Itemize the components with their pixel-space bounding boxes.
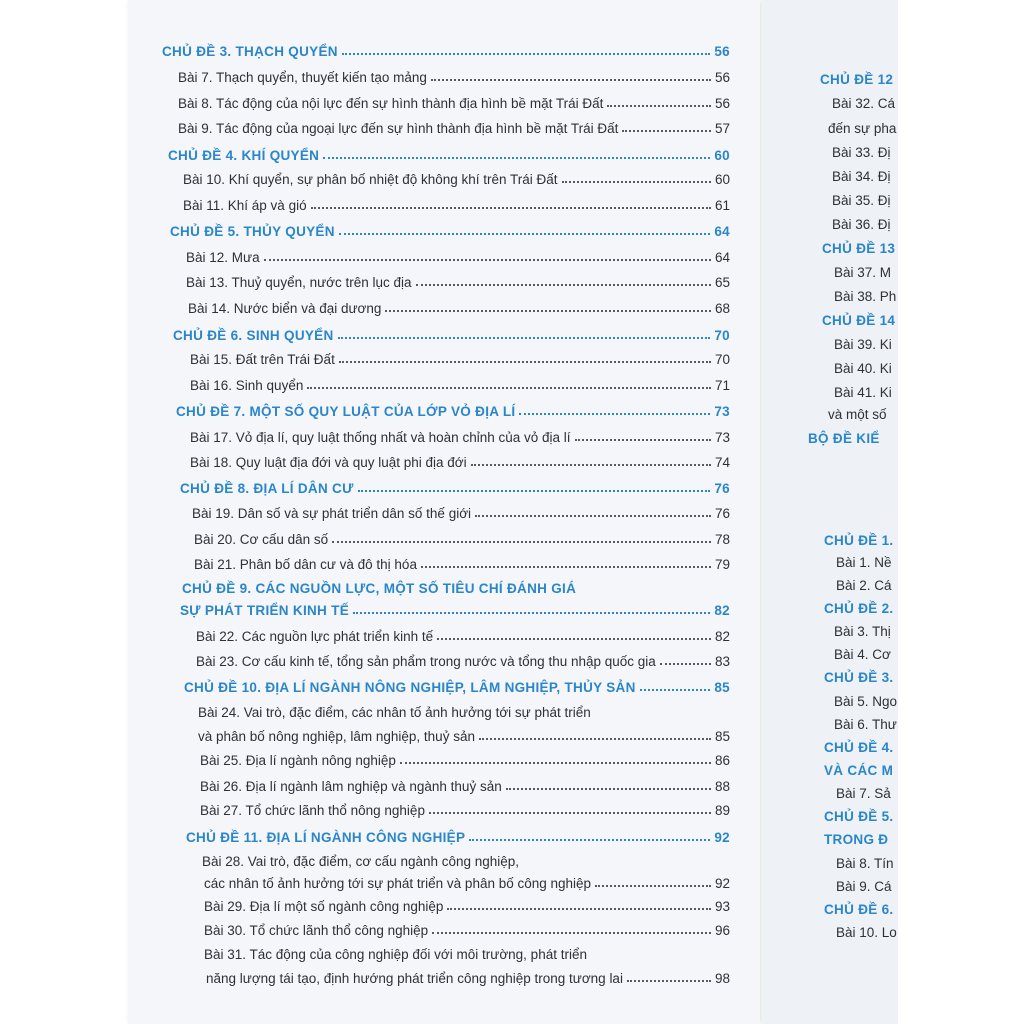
toc-page-number: 79 — [714, 557, 730, 572]
toc-page-number: 56 — [714, 44, 730, 59]
toc-lesson-row — [186, 275, 730, 290]
toc-chapter-title: BỘ ĐỀ KIỂ — [808, 431, 880, 446]
toc-chapter-title: SỰ PHÁT TRIỂN KINH TẾ — [180, 603, 350, 618]
toc-chapter-title: CHỦ ĐỀ 12 — [820, 72, 894, 87]
toc-lesson-title: năng lượng tái tạo, định hướng phát triển công nghiệp trong tương lai — [206, 971, 623, 986]
toc-lesson-title: Bài 39. Ki — [834, 337, 892, 352]
toc-chapter-row — [180, 603, 730, 618]
toc-lesson-title: Bài 12. Mưa — [186, 250, 260, 265]
toc-lesson-title: Bài 8. Tác động của nội lực đến sự hình thành địa hình bề mặt Trái Đất — [178, 96, 604, 111]
toc-chapter-title: CHỦ ĐỀ 8. ĐỊA LÍ DÂN CƯ — [180, 481, 354, 496]
toc-lesson-title: Bài 33. Đị — [832, 145, 891, 160]
toc-page-number: 68 — [714, 301, 730, 316]
toc-chapter-title: CHỦ ĐỀ 5. THỦY QUYỂN — [170, 224, 335, 239]
toc-lesson-row — [190, 352, 730, 367]
toc-lesson-row — [194, 532, 730, 547]
toc-chapter-row — [184, 680, 730, 695]
toc-dot-leader — [339, 361, 711, 363]
toc-lesson-title: Bài 40. Ki — [834, 361, 892, 376]
toc-page-number: 89 — [714, 803, 730, 818]
toc-page-number: 70 — [714, 328, 730, 343]
toc-chapter-row — [168, 148, 730, 163]
toc-lesson-title: và phân bố nông nghiệp, lâm nghiệp, thuỷ sản — [198, 729, 475, 744]
toc-dot-leader — [475, 515, 711, 517]
toc-chapter-row — [170, 224, 730, 239]
toc-page-number: 78 — [714, 532, 730, 547]
toc-chapter-title: CHỦ ĐỀ 2. — [824, 601, 894, 616]
toc-dot-leader — [660, 663, 711, 665]
toc-lesson-title: và một số — [828, 407, 887, 422]
toc-dot-leader — [429, 812, 711, 814]
toc-page-number: 83 — [714, 654, 730, 669]
toc-lesson-title: Bài 9. Tác động của ngoại lực đến sự hình thành địa hình bề mặt Trái Đất — [178, 121, 619, 136]
toc-chapter-title: TRONG Đ — [824, 832, 889, 847]
toc-dot-leader — [358, 490, 711, 492]
toc-lesson-title: Bài 30. Tổ chức lãnh thổ công nghiệp — [204, 923, 429, 938]
toc-page-number: 74 — [714, 455, 730, 470]
toc-dot-leader — [416, 284, 711, 286]
toc-lesson-row — [206, 971, 730, 986]
toc-page-number: 60 — [714, 172, 730, 187]
toc-dot-leader — [385, 310, 711, 312]
toc-lesson-row — [204, 899, 730, 914]
toc-lesson-title: Bài 19. Dân số và sự phát triển dân số thế giới — [192, 506, 472, 521]
toc-lesson-row — [186, 250, 730, 265]
toc-lesson-title: Bài 27. Tổ chức lãnh thổ nông nghiệp — [200, 803, 425, 818]
toc-chapter-title: CHỦ ĐỀ 5. — [824, 809, 894, 824]
toc-lesson-title: Bài 16. Sinh quyển — [190, 378, 304, 393]
toc-lesson-row — [178, 96, 730, 111]
toc-dot-leader — [575, 439, 711, 441]
toc-lesson-title: Bài 38. Ph — [834, 289, 897, 304]
toc-chapter-title: CHỦ ĐỀ 4. KHÍ QUYỂN — [168, 148, 320, 163]
toc-lesson-row — [198, 729, 730, 744]
toc-page-number: 64 — [714, 224, 730, 239]
toc-lesson-row — [192, 506, 730, 521]
toc-lesson-row — [194, 557, 730, 572]
toc-lesson-title: Bài 3. Thị — [834, 624, 891, 639]
toc-chapter-title: CHỦ ĐỀ 14 — [822, 313, 896, 328]
toc-page-number: 76 — [714, 481, 730, 496]
toc-lesson-row — [204, 923, 730, 938]
toc-dot-leader — [431, 79, 711, 81]
toc-page-number: 70 — [714, 352, 730, 367]
toc-chapter-row — [173, 328, 730, 343]
toc-lesson-row — [178, 70, 730, 85]
toc-lesson-title: các nhân tố ảnh hưởng tới sự phát triển và phân bố công nghiệp — [204, 876, 592, 891]
toc-page-number: 85 — [714, 680, 730, 695]
toc-lesson-title: Bài 14. Nước biển và đại dương — [188, 301, 382, 316]
toc-chapter-row — [180, 481, 730, 496]
toc-page-number: 73 — [714, 430, 730, 445]
toc-dot-leader — [627, 980, 711, 982]
toc-lesson-row — [196, 654, 730, 669]
toc-chapter-row — [176, 404, 730, 419]
toc-chapter-row — [162, 44, 730, 59]
toc-chapter-title: CHỦ ĐỀ 6. — [824, 902, 894, 917]
toc-lesson-title: Bài 24. Vai trò, đặc điểm, các nhân tố ảnh hưởng tới sự phát triển — [198, 705, 591, 720]
toc-page-number: 73 — [714, 404, 730, 419]
toc-lesson-title: Bài 31. Tác động của công nghiệp đối với môi trường, phát triển — [204, 947, 587, 962]
right-page — [762, 0, 898, 1024]
toc-page-number: 60 — [714, 148, 730, 163]
toc-dot-leader — [332, 541, 711, 543]
toc-page-number: 61 — [714, 198, 730, 213]
toc-lesson-title: Bài 21. Phân bố dân cư và đô thị hóa — [194, 557, 417, 572]
toc-dot-leader — [607, 105, 711, 107]
toc-dot-leader — [353, 612, 710, 614]
toc-lesson-title: Bài 28. Vai trò, đặc điểm, cơ cấu ngành công nghiệp, — [202, 854, 520, 869]
toc-chapter-title: CHỦ ĐỀ 3. — [824, 670, 894, 685]
toc-lesson-title: Bài 29. Địa lí một số ngành công nghiệp — [204, 899, 444, 914]
toc-lesson-title: Bài 2. Cá — [836, 578, 892, 593]
toc-lesson-title: đến sự pha — [828, 121, 897, 136]
toc-dot-leader — [622, 130, 711, 132]
toc-lesson-title: Bài 1. Nề — [836, 555, 892, 570]
toc-chapter-title: CHỦ ĐỀ 9. CÁC NGUỒN LỰC, MỘT SỐ TIÊU CHÍ ĐÁNH GIÁ — [182, 581, 577, 596]
toc-page-number: 92 — [714, 876, 730, 891]
toc-page-number: 71 — [714, 378, 730, 393]
toc-lesson-title: Bài 13. Thuỷ quyển, nước trên lục địa — [186, 275, 412, 290]
toc-dot-leader — [471, 464, 711, 466]
toc-dot-leader — [595, 885, 711, 887]
toc-dot-leader — [338, 337, 711, 339]
toc-chapter-title: CHỦ ĐỀ 3. THẠCH QUYỂN — [162, 44, 338, 59]
toc-lesson-title: Bài 34. Đị — [832, 169, 891, 184]
toc-lesson-title: Bài 10. Khí quyển, sự phân bố nhiệt độ không khí trên Trái Đất — [183, 172, 558, 187]
toc-page-number: 57 — [714, 121, 730, 136]
toc-lesson-title: Bài 6. Thư — [834, 717, 897, 732]
toc-lesson-row — [178, 121, 730, 136]
toc-lesson-title: Bài 26. Địa lí ngành lâm nghiệp và ngành thuỷ sản — [200, 779, 502, 794]
toc-lesson-title: Bài 10. Lo — [836, 925, 897, 940]
toc-lesson-title: Bài 20. Cơ cấu dân số — [194, 532, 329, 547]
toc-lesson-title: Bài 36. Đị — [832, 217, 891, 232]
toc-lesson-title: Bài 41. Ki — [834, 385, 892, 400]
toc-lesson-row — [183, 172, 730, 187]
toc-dot-leader — [307, 387, 711, 389]
toc-dot-leader — [432, 932, 711, 934]
toc-page-number: 56 — [714, 70, 730, 85]
toc-dot-leader — [447, 908, 711, 910]
toc-lesson-title: Bài 37. M — [834, 265, 892, 280]
toc-dot-leader — [437, 638, 711, 640]
toc-dot-leader — [506, 788, 711, 790]
toc-page-number: 88 — [714, 779, 730, 794]
toc-lesson-title: Bài 5. Ngo — [834, 694, 898, 709]
toc-page-number: 56 — [714, 96, 730, 111]
toc-dot-leader — [311, 207, 711, 209]
toc-dot-leader — [519, 413, 710, 415]
toc-lesson-row — [204, 876, 730, 891]
toc-page-number: 86 — [714, 753, 730, 768]
toc-dot-leader — [339, 233, 711, 235]
toc-lesson-title: Bài 23. Cơ cấu kinh tế, tổng sản phẩm trong nước và tổng thu nhập quốc gia — [196, 654, 656, 669]
toc-dot-leader — [479, 738, 711, 740]
toc-lesson-row — [188, 301, 730, 316]
toc-dot-leader — [421, 566, 711, 568]
toc-chapter-title: CHỦ ĐỀ 7. MỘT SỐ QUY LUẬT CỦA LỚP VỎ ĐỊA LÍ — [176, 404, 516, 419]
toc-lesson-title: Bài 4. Cơ — [834, 647, 891, 662]
toc-lesson-row — [200, 803, 730, 818]
toc-dot-leader — [264, 259, 711, 261]
toc-lesson-row — [190, 430, 730, 445]
toc-page-number: 64 — [714, 250, 730, 265]
toc-page-number: 98 — [714, 971, 730, 986]
left-page — [128, 0, 760, 1024]
toc-lesson-title: Bài 7. Sả — [836, 786, 891, 801]
toc-chapter-title: CHỦ ĐỀ 10. ĐỊA LÍ NGÀNH NÔNG NGHIỆP, LÂM NGHIỆP, THỦY SẢN — [184, 680, 636, 695]
toc-dot-leader — [323, 157, 710, 159]
toc-dot-leader — [640, 689, 711, 691]
toc-lesson-title: Bài 22. Các nguồn lực phát triển kinh tế — [196, 629, 434, 644]
toc-dot-leader — [400, 762, 711, 764]
toc-lesson-row — [200, 753, 730, 768]
toc-page-number: 93 — [714, 899, 730, 914]
toc-page-number: 65 — [714, 275, 730, 290]
toc-lesson-title: Bài 25. Địa lí ngành nông nghiệp — [200, 753, 396, 768]
toc-chapter-row — [186, 830, 730, 845]
toc-lesson-row — [196, 629, 730, 644]
toc-lesson-title: Bài 15. Đất trên Trái Đất — [190, 352, 335, 367]
toc-lesson-title: Bài 9. Cá — [836, 879, 892, 894]
toc-chapter-title: CHỦ ĐỀ 4. — [824, 740, 894, 755]
toc-lesson-title: Bài 32. Cá — [832, 96, 896, 111]
toc-chapter-title: VÀ CÁC M — [824, 763, 894, 778]
toc-lesson-title: Bài 17. Vỏ địa lí, quy luật thống nhất và hoàn chỉnh của vỏ địa lí — [190, 430, 571, 445]
toc-page-number: 76 — [714, 506, 730, 521]
toc-page-number: 92 — [714, 830, 730, 845]
toc-lesson-title: Bài 8. Tín — [836, 856, 894, 871]
toc-lesson-row — [200, 779, 730, 794]
toc-lesson-title: Bài 7. Thạch quyển, thuyết kiến tạo mảng — [178, 70, 427, 85]
toc-chapter-title: CHỦ ĐỀ 1. — [824, 533, 894, 548]
toc-lesson-title: Bài 11. Khí áp và gió — [183, 198, 307, 213]
toc-chapter-title: CHỦ ĐỀ 11. ĐỊA LÍ NGÀNH CÔNG NGHIỆP — [186, 830, 466, 845]
toc-lesson-title: Bài 18. Quy luật địa đới và quy luật phi địa đới — [190, 455, 467, 470]
toc-page-number: 85 — [714, 729, 730, 744]
toc-chapter-title: CHỦ ĐỀ 13 — [822, 241, 896, 256]
toc-lesson-row — [190, 378, 730, 393]
toc-lesson-row — [183, 198, 730, 213]
toc-dot-leader — [342, 53, 711, 55]
toc-page-number: 82 — [714, 629, 730, 644]
toc-lesson-row — [190, 455, 730, 470]
toc-page-number: 82 — [714, 603, 730, 618]
toc-lesson-title: Bài 35. Đị — [832, 193, 891, 208]
toc-dot-leader — [469, 839, 710, 841]
toc-chapter-title: CHỦ ĐỀ 6. SINH QUYỂN — [173, 328, 334, 343]
toc-page-number: 96 — [714, 923, 730, 938]
toc-dot-leader — [562, 181, 711, 183]
